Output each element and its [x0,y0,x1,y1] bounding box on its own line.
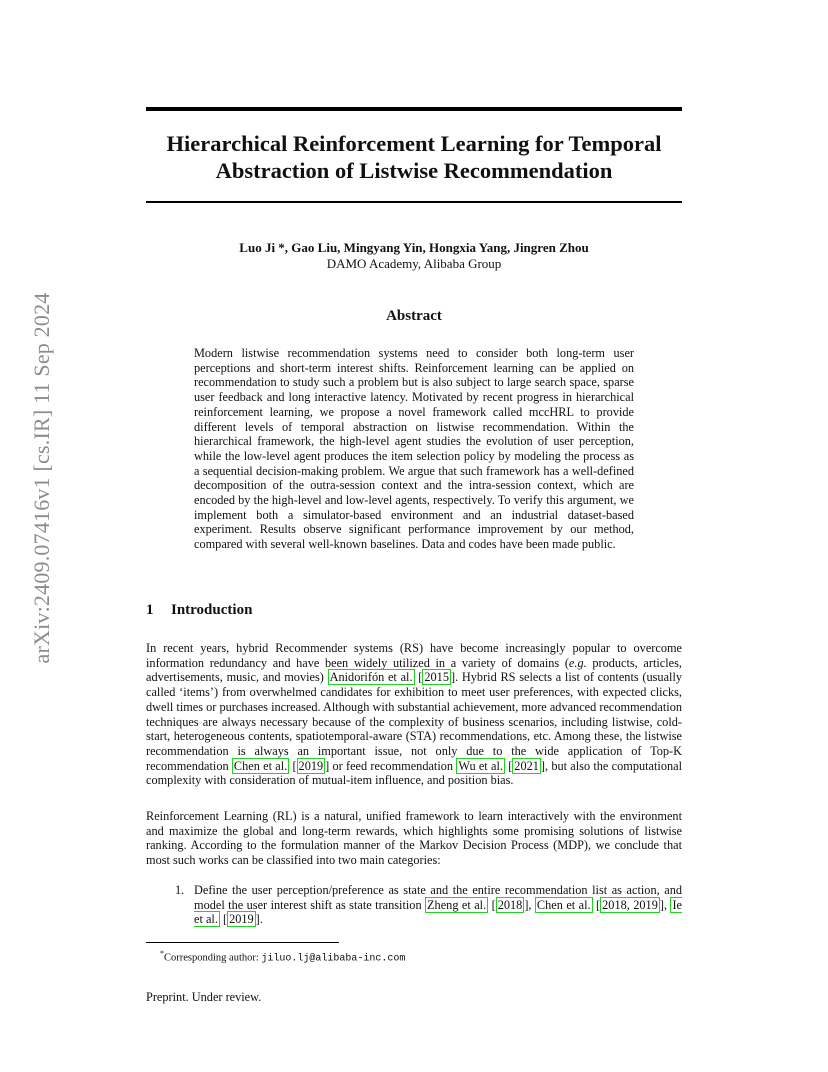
intro-paragraph-2: Reinforcement Learning (RL) is a natural, unified framework to learn interactively with the environment and maximize the global and long-term rewards, which highlights some promising solutions of listwise ranking. According to the formulation manner of the Markov Decision Process (MDP), we conclude that most such works can be classified into two main categories: [146,809,682,868]
footnote [160,947,405,966]
citation-year-link[interactable]: 2015 [424,670,449,685]
citation-year-link[interactable]: 2019 [298,758,324,773]
page-footer: Preprint. Under review. [146,990,262,1004]
affiliation: DAMO Academy, Alibaba Group [326,256,502,271]
text-run: , but also the computational complexity with consideration of mutual-item influence, and position bias. [146,758,682,788]
text-run-italic: e.g. [568,655,587,670]
author-list: Luo Ji *, Gao Liu, Mingyang Yin, Hongxia Yang, Jingren Zhou [239,240,589,255]
numbered-list [175,883,682,927]
citation-link[interactable]: Zheng et al. [427,897,487,912]
section-number: 1 [146,602,154,618]
text-run: or feed recommendation [329,758,457,773]
text-run: . Hybrid RS selects a list of contents (usually called ‘items’) from overwhelmed candidates for exhibition to meet user preferences, with expected clicks, dwell times or purchases increased. Although with substantial achievement, more advanced recommendation techniques are always necessary because of the complexity of business scenarios, including listwise, cold-start, heterogeneous contents, spatiotemporal-aware (STA) recommendations, etc. Among these, the listwise recommendation is always an important issue, not only due to the wide application of Top-K recommendation [146,670,683,773]
list-item: Define the user perception/preference as state and the entire recommendation list as action, and model the user interest shift as state transition Zheng et al. [ 2018 ], Chen et al. [ 2018, 2019 ], Ie et al. [ 2019 ]. [194,883,683,927]
arxiv-identifier: arXiv:2409.07416v1 [cs.IR] 11 Sep 2024 [29,292,54,664]
citation-link[interactable]: Anidorifón et al. [329,670,413,685]
footnote-label: Corresponding author: [164,952,262,964]
footnote-email: jiluo.lj@alibaba-inc.com [261,953,406,965]
footnote-mark: * [160,949,164,958]
citation-link[interactable]: Chen et al. [233,758,288,773]
text-run: products, articles, advertisements, music, and movies) [146,655,682,685]
text-run: In recent years, hybrid Recommender systems (RS) have become increasingly popular to overcome information redundancy and have been widely utilized in a variety of domains ( [146,641,682,670]
abstract-text: Modern listwise recommendation systems need to consider both long-term user perceptions and short-term interest shifts. Reinforcement learning can be applied on recommendation to study such a problem but is also subject to large search space, sparse user feedback and long interactive latency. Motivated by recent progress in hierarchical reinforcement learning, we propose a novel framework called mccHRL to provide different levels of temporal abstraction on listwise recommendation. Within the hierarchical framework, the high-level agent studies the evolution of user perception, while the low-level agent produces the item selection policy by modeling the process as a sequential decision-making problem. We argue that such framework has a well-defined decomposition of the outra-session context and the intra-session context, which are encoded by the high-level and low-level agents, respectively. To verify this argument, we implement both a simulator-based environment and an industrial dataset-based experiment. Results observe significant performance improvement by our method, compared with several well-known baselines. Data and codes have been made public. [194,346,634,552]
citation-year-link[interactable]: 2018 [497,897,523,912]
citation-year-link[interactable]: 2021 [514,758,539,773]
citation-link[interactable]: Chen et al. [536,897,591,912]
citation-year-link[interactable]: 2018, 2019 [602,897,658,912]
author-block [146,240,682,272]
title-top-rule [146,107,682,111]
abstract-heading: Abstract [386,308,442,324]
text-run: . [259,912,263,927]
citation-link[interactable]: Ie et al. [194,897,683,927]
title-bottom-rule [146,201,682,203]
section-title: Introduction [171,602,253,618]
paper-title: Hierarchical Reinforcement Learning for Temporal Abstraction of Listwise Recommendation [166,131,662,183]
arxiv-stamp-area [22,266,62,690]
section-heading-introduction [146,602,252,619]
text-run: Define the user perception/preference as state and the entire recommendation list as action, and model the user interest shift as state transition [194,883,682,912]
intro-paragraph-1: In recent years, hybrid Recommender systems (RS) have become increasingly popular to overcome information redundancy and have been widely utilized in a variety of domains (e.g. products, articles, advertisements, music, and movies) Anidorifón et al. [ 2015 ]. Hybrid RS selects a list of contents (usually called ‘items’) from overwhelmed candidates for exhibition to meet user preferences, with expected clicks, dwell times or purchases increased. Although with substantial achievement, more advanced recommendation techniques are always necessary because of the complexity of business scenarios, including listwise, cold-start, heterogeneous contents, spatiotemporal-aware (STA) recommendations, etc. Among these, the listwise recommendation is always an important issue, not only due to the wide application of Top-K recommendation Chen et al. [ 2019 ] or feed recommendation Wu et al. [ 2021 ], but also the computational complexity with consideration of mutual-item influence, and position bias. [146,641,683,788]
citation-year-link[interactable]: 2019 [229,912,254,927]
citation-link[interactable]: Wu et al. [458,758,503,773]
list-marker: 1. [175,883,185,897]
footnote-rule [146,942,339,943]
